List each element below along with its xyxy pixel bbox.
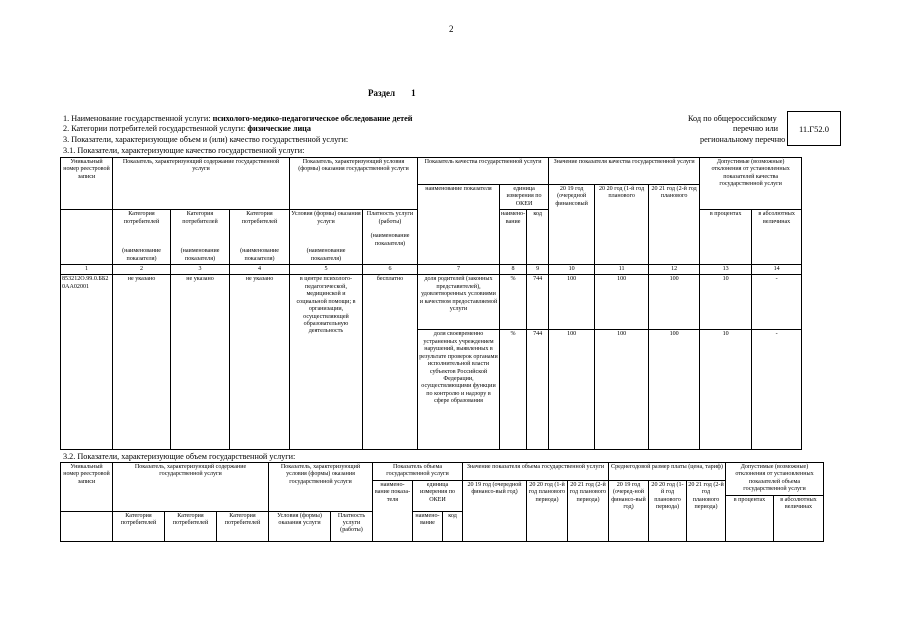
price-year3-header: 20 21 год (2-й год планового периода) bbox=[687, 480, 726, 541]
absolute-header: в абсолютных величинах bbox=[774, 495, 824, 541]
col-number: 7 bbox=[418, 265, 500, 275]
service-name-label: 1. Наименование государственной услуги: bbox=[63, 114, 211, 123]
section-number: 1 bbox=[411, 88, 416, 98]
col-number: 13 bbox=[700, 265, 752, 275]
category-value-2: не указано bbox=[171, 275, 230, 450]
category-header-3: Категория потребителей bbox=[217, 511, 269, 541]
category-header-2: Категория потребителей bbox=[165, 511, 217, 541]
col-number: 2 bbox=[113, 265, 171, 275]
category-value-3: не указано bbox=[230, 275, 290, 450]
payment-value: бесплатно bbox=[363, 275, 418, 450]
col-number: 14 bbox=[752, 265, 802, 275]
price-header: Среднегодовой размер платы (цена, тариф) bbox=[609, 463, 726, 481]
volume-year2-header: 20 20 год (1-й год планового периода) bbox=[527, 480, 568, 541]
col-number: 5 bbox=[290, 265, 363, 275]
col-number: 1 bbox=[61, 265, 113, 275]
unit-code-header: код bbox=[443, 511, 463, 541]
deviation-header: Допустимые (возможные) отклонения от установленных показателей объема государственной услуги bbox=[726, 463, 824, 496]
quality-indicator-header: Показатель качества государственной услуги bbox=[418, 158, 549, 185]
col-number: 8 bbox=[500, 265, 527, 275]
unit-header: единица измерения по ОКЕИ bbox=[413, 480, 463, 511]
conditions-value: в центре психолого-педагогической, медицинской и социальной помощи; в организации, осуществляющей образовательную деятельность bbox=[290, 275, 363, 450]
service-name-value: психолого-медико-педагогическое обследование детей bbox=[212, 114, 413, 123]
col-number: 6 bbox=[363, 265, 418, 275]
col-number: 11 bbox=[595, 265, 649, 275]
indicator-year1: 100 bbox=[549, 275, 595, 330]
indicator-absolute: - bbox=[752, 275, 802, 330]
page-number: 2 bbox=[449, 24, 454, 34]
volume-indicators-table bbox=[60, 462, 824, 542]
indicator-year3: 100 bbox=[649, 275, 700, 330]
code-label-1: Код по общероссийскому bbox=[688, 114, 777, 123]
indicator-unit: % bbox=[500, 330, 527, 450]
unit-header: единица измерения по ОКЕИ bbox=[500, 185, 549, 210]
unit-name-header: наимено-вание bbox=[413, 511, 443, 541]
year1-header: 20 19 год (очередной финансовый bbox=[549, 185, 595, 265]
indicator-name: доля своевременно устраненных учреждением нарушений, выявленных в результате проверок органами исполнительной власти субъектов Российской Федерации, осуществляющими функции по контролю и надзору в сфере образования bbox=[418, 330, 500, 450]
col-number: 3 bbox=[171, 265, 230, 275]
conditions-indicator-header: Показатель, характеризующий условия (формы) оказания государственной услуги bbox=[290, 158, 418, 210]
volume-year3-header: 20 21 год (2-й год планового периода) bbox=[568, 480, 609, 541]
consumer-category-label: 2. Категории потребителей государственной услуги: bbox=[63, 124, 246, 133]
indicator-year1: 100 bbox=[549, 330, 595, 450]
unique-number-header: Уникальный номер реестровой записи bbox=[61, 158, 113, 210]
col-number: 4 bbox=[230, 265, 290, 275]
col-number: 10 bbox=[549, 265, 595, 275]
category-header-1: Категория потребителей (наименование показателя) bbox=[113, 210, 171, 265]
registry-record-code: 853212О.99.0.ББ20АА02001 bbox=[61, 275, 113, 450]
category-header-3: Категория потребителей (наименование показателя) bbox=[230, 210, 290, 265]
percent-header: в процентах bbox=[700, 210, 752, 265]
quality-value-header: Значение показателя качества государственной услуги bbox=[549, 158, 700, 185]
indicator-name-header: наименование показателя bbox=[418, 185, 500, 265]
volume-indicators-heading: 3.2. Показатели, характеризующие объем государственной услуги: bbox=[63, 452, 296, 461]
volume-indicator-header: Показатель объема государственной услуги bbox=[373, 463, 463, 481]
conditions-indicator-header: Показатель, характеризующий условия (формы) оказания государственной услуги bbox=[269, 463, 373, 512]
consumer-category-line bbox=[63, 124, 311, 134]
section-label: Раздел bbox=[368, 88, 396, 98]
indicator-name: доля родителей (законных представителей), удовлетворенных условиями и качеством предоставляемой услуги bbox=[418, 275, 500, 330]
service-name-line bbox=[63, 114, 413, 124]
indicator-year2: 100 bbox=[595, 275, 649, 330]
indicator-year2: 100 bbox=[595, 330, 649, 450]
indicator-code: 744 bbox=[527, 330, 549, 450]
indicator-percent: 10 bbox=[700, 330, 752, 450]
consumer-category-value: физические лица bbox=[247, 124, 311, 133]
year2-header: 20 20 год (1-й год планового bbox=[595, 185, 649, 265]
code-label-3: региональному перечню bbox=[700, 135, 786, 144]
year3-header: 20 21 год (2-й год планового bbox=[649, 185, 700, 265]
col-number: 9 bbox=[527, 265, 549, 275]
deviation-header: Допустимые (возможные) отклонения от установленных показателей качества государственной услуги bbox=[700, 158, 802, 210]
unit-name-header: наимено-вание bbox=[500, 210, 527, 265]
quality-indicators-table bbox=[60, 157, 802, 450]
absolute-header: в абсолютных величинах bbox=[752, 210, 802, 265]
content-indicator-header: Показатель, характеризующий содержание государственной услуги bbox=[113, 463, 269, 512]
unique-number-header-cont bbox=[61, 511, 113, 541]
registry-code-box: 11.Г52.0 bbox=[787, 111, 841, 146]
category-header-2: Категория потребителей (наименование показателя) bbox=[171, 210, 230, 265]
payment-header: Платность услуги (работы) (наименование показателя) bbox=[363, 210, 418, 265]
indicator-year3: 100 bbox=[649, 330, 700, 450]
conditions-form-header: Условия (формы) оказания услуги (наименование показателя) bbox=[290, 210, 363, 265]
unique-number-header: Уникальный номер реестровой записи bbox=[61, 463, 113, 512]
section-heading bbox=[368, 88, 416, 98]
indicator-unit: % bbox=[500, 275, 527, 330]
payment-header: Платность услуги (работы) bbox=[331, 511, 373, 541]
quality-indicators-heading: 3.1. Показатели, характеризующие качество государственной услуги: bbox=[63, 146, 305, 155]
indicator-absolute: - bbox=[752, 330, 802, 450]
table-row bbox=[61, 275, 802, 330]
volume-value-header: Значение показателя объема государственной услуги bbox=[463, 463, 609, 481]
price-year1-header: 20 19 год (очеред-ной финансо-вый год) bbox=[609, 480, 649, 541]
content-indicator-header: Показатель, характеризующий содержание государственной услуги bbox=[113, 158, 290, 210]
volume-indicator-name-header: наимено-вание показа-теля bbox=[373, 480, 413, 541]
volume-year1-header: 20 19 год (очередной финансо-вый год) bbox=[463, 480, 527, 541]
price-year2-header: 20 20 год (1-й год планового периода) bbox=[649, 480, 687, 541]
indicator-percent: 10 bbox=[700, 275, 752, 330]
indicator-code: 744 bbox=[527, 275, 549, 330]
col-number: 12 bbox=[649, 265, 700, 275]
column-numbers-row bbox=[61, 265, 802, 275]
unit-code-header: код bbox=[527, 210, 549, 265]
percent-header: в процентах bbox=[726, 495, 774, 541]
unique-number-header-cont bbox=[61, 210, 113, 265]
category-header-1: Категория потребителей bbox=[113, 511, 165, 541]
category-value-1: не указано bbox=[113, 275, 171, 450]
code-label-2: перечню или bbox=[733, 124, 779, 133]
conditions-form-header: Условия (формы) оказания услуги bbox=[269, 511, 331, 541]
indicators-heading: 3. Показатели, характеризующие объем и (или) качество государственной услуги: bbox=[63, 135, 349, 144]
